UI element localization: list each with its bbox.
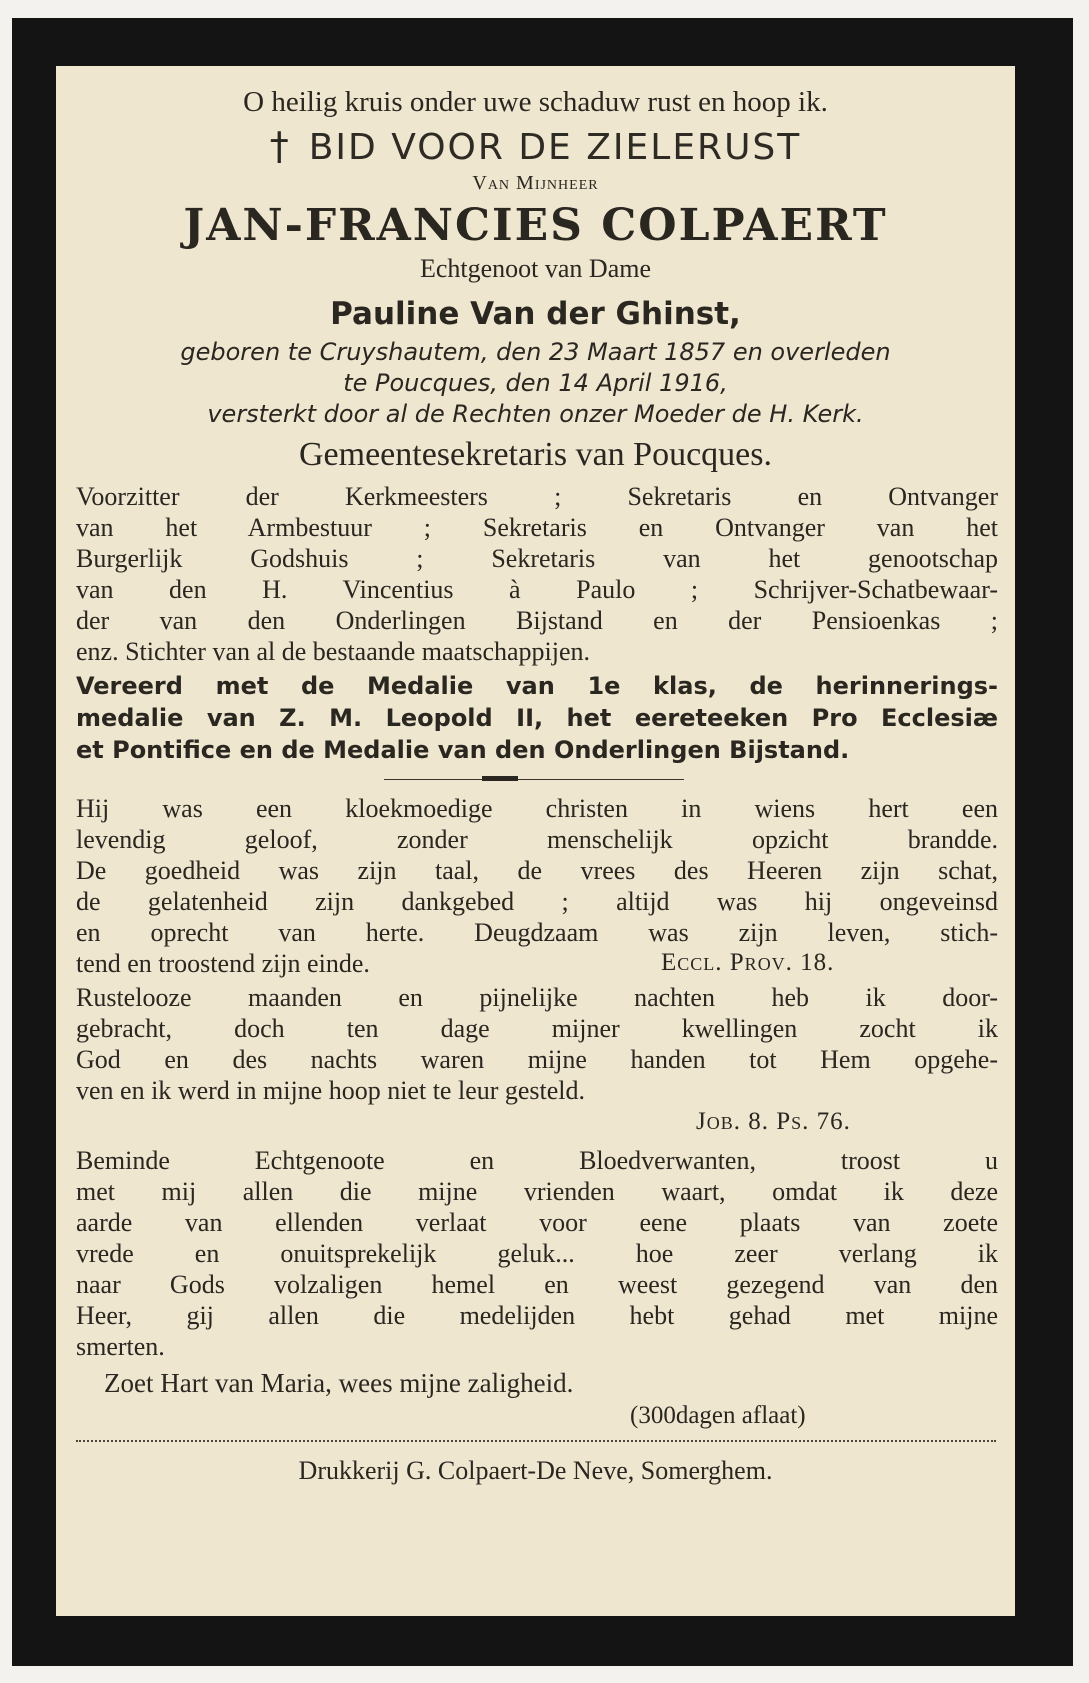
function-line: van den H. Vincentius à Paulo ; Schrijver-Schatbewaar- [76,575,998,604]
scripture-reference: Eccl. Prov. 18. [661,949,835,976]
scripture-line: ven en ik werd in mijne hoop niet te leur gesteld. [76,1076,586,1105]
dotted-divider [76,1440,996,1442]
eulogy-line: tend en troostend zijn einde. [76,949,370,978]
function-line: der van den Onderlingen Bijstand en der Pensioenkas ; [76,606,998,635]
motto: O heilig kruis onder uwe schaduw rust en hoop ik. [243,86,828,118]
closing-prayer: Zoet Hart van Maria, wees mijne zaligheid. [104,1368,574,1398]
spouse-name: Pauline Van der Ghinst, [330,296,741,332]
eulogy-line: de gelatenheid zijn dankgebed ; altijd was hij ongeveinsd [76,887,998,916]
farewell-line: met mij allen die mijne vrienden waart, omdat ik deze [76,1177,998,1206]
spouse-label: Echtgenoot van Dame [419,254,652,283]
farewell-line: vrede en onuitsprekelijk geluk... hoe zeer verlang ik [76,1239,998,1268]
farewell-line: smerten. [76,1332,165,1361]
death-place-line: te Poucques, den 14 April 1916, [343,369,728,397]
honors-line: Vereerd met de Medalie van 1e klas, de herinnerings- [76,672,998,700]
scripture-line: God en des nachts waren mijne handen tot Hem opgehe- [76,1045,998,1074]
function-line: Burgerlijk Godshuis ; Sekretaris van het genootschap [76,544,998,573]
birth-death-line: geboren te Cruyshautem, den 23 Maart 1857 en overleden [180,338,891,366]
honors-line: et Pontifice en de Medalie van den Onderlingen Bijstand. [76,736,850,764]
prayer-heading [56,124,1015,168]
eulogy-line: en oprecht van herte. Deugdzaam was zijn leven, stich- [76,918,998,947]
eulogy-line: levendig geloof, zonder menschelijk opzicht brandde. [76,825,998,854]
function-line: Voorzitter der Kerkmeesters ; Sekretaris en Ontvanger [76,482,998,511]
honors-line: medalie van Z. M. Leopold II, het eereteeken Pro Ecclesiæ [76,704,998,732]
scripture-line: Rustelooze maanden en pijnelijke nachten heb ik door- [76,983,998,1012]
eulogy-line: Hij was een kloekmoedige christen in wiens hert een [76,794,998,823]
farewell-line: Beminde Echtgenoote en Bloedverwanten, troost u [76,1146,998,1175]
farewell-line: naar Gods volzaligen hemel en weest gezegend van den [76,1270,998,1299]
ornament-center [482,776,518,781]
indulgence-note: (300dagen aflaat) [630,1402,806,1429]
function-line: van het Armbestuur ; Sekretaris en Ontvanger van het [76,513,998,542]
printer-credit: Drukkerij G. Colpaert-De Neve, Somerghem. [298,1456,773,1485]
deceased-name: JAN-FRANCIES COLPAERT [183,200,888,251]
cross-icon: † [269,124,289,168]
farewell-line: aarde van ellenden verlaat voor eene plaats van zoete [76,1208,998,1237]
prayer-text: BID VOOR DE ZIELERUST [308,127,802,168]
ornament-divider [384,779,684,780]
van-label: Van Mijnheer [472,172,599,194]
mourning-card [56,66,1015,1616]
scripture-reference: Job. 8. Ps. 76. [696,1108,851,1135]
scripture-line: gebracht, doch ten dage mijner kwellingen zocht ik [76,1014,998,1043]
sacraments-line: versterkt door al de Rechten onzer Moeder de H. Kerk. [207,400,864,428]
eulogy-line: De goedheid was zijn taal, de vrees des Heeren zijn schat, [76,856,998,885]
office-title: Gemeentesekretaris van Poucques. [299,436,772,473]
function-line: enz. Stichter van al de bestaande maatschappijen. [76,637,591,666]
farewell-line: Heer, gij allen die medelijden hebt gehad met mijne [76,1301,998,1330]
